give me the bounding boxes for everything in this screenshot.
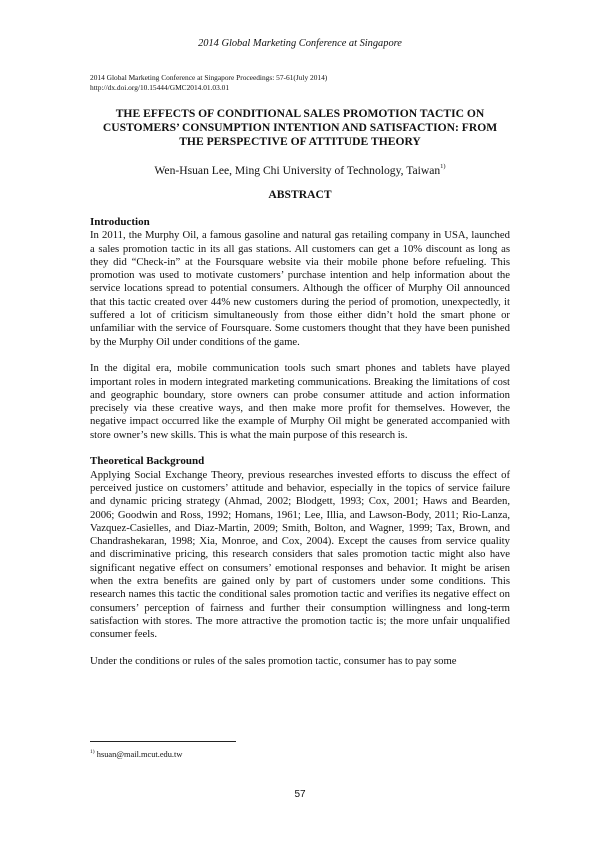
author-footnote-marker: 1) xyxy=(440,163,446,170)
author-line xyxy=(90,163,510,177)
page-number: 57 xyxy=(294,789,306,800)
section-introduction xyxy=(90,216,510,442)
paragraph: Applying Social Exchange Theory, previous researches invested efforts to discuss the effect of perceived justice on customers’ attitude and behavior, especially in the topics of service failure and dynamic pricing strategy (Ahmad, 2002; Blodgett, 1993; Cox, 2001; Haws and Bearden, 2006; Goodwin and Ross, 1992; Homans, 1961; Lee, Illia, and Lawson-Body, 2011; Rio-Lanza, Vazquez-Casielles, and Diaz-Martin, 2009; Smith, Bolton, and Wagner, 1999; Tax, Brown, and Chandrashekaran, 1998; Xia, Monroe, and Cox, 2004). Except the causes from service quality and discriminative pricing, this research considers that sales promotion tactic might also have significant negative effect on consumers’ emotional responses and behavior. It might be arisen when the extra benefits are gained only by part of customers under some conditions. This research names this tactic the conditional sales promotion tactic and verifies its negative effect on consumers’ perception of fairness and further their consumption willingness and long-term satisfaction with stores. The more attractive the promotion tactic is; the more unfair unqualified consumer feels. xyxy=(90,468,510,641)
proceedings-citation: 2014 Global Marketing Conference at Singapore Proceedings: 57-61(July 2014) xyxy=(90,73,328,82)
paper-title: THE EFFECTS OF CONDITIONAL SALES PROMOTION TACTIC ON CUSTOMERS’ CONSUMPTION INTENTION AND SATISFACTION: FROM THE PERSPECTIVE OF ATTITUDE THEORY xyxy=(102,107,498,148)
section-heading: Theoretical Background xyxy=(90,455,205,468)
footnote-divider xyxy=(90,741,236,742)
paper-body xyxy=(90,216,510,681)
footnote-email[interactable]: hsuan@mail.mcut.edu.tw xyxy=(94,750,183,759)
paragraph: In 2011, the Murphy Oil, a famous gasoline and natural gas retailing company in USA, launched a sales promotion tactic in its all gas stations. All customers can get a 10% discount as long as they did “Check-in” at the Foursquare website via their mobile phone before refueling. This promotion was used to motivate customers’ purchase intention and help information about the service locations spread to potential consumers. Although the officer of Murphy Oil announced that this tactic created over 44% new customers during the period of promotion, unexpectedly, it suffered a lot of criticism simultaneously from those either didn’t hold the smart phone or unfamiliar with the service of Foursquare. Some customers thought that they have been punished by the Murphy Oil under conditions of the game. xyxy=(90,229,510,348)
paragraph: Under the conditions or rules of the sales promotion tactic, consumer has to pay some xyxy=(90,654,457,667)
footnote xyxy=(90,749,510,759)
footnote-marker: 1) xyxy=(90,749,95,755)
running-header: 2014 Global Marketing Conference at Singapore xyxy=(198,38,402,49)
paragraph: In the digital era, mobile communication tools such smart phones and tablets have played important roles in modern integrated marketing communications. Breaking the limitations of cost and geographic boundary, store owners can probe consumer attitude and action information precisely via these creative ways, and then make more profit for themselves. However, the negative impact occurred like the example of Murphy Oil might be generated accompanied with store owner’s new skills. This is what the main purpose of this research is. xyxy=(90,362,510,441)
abstract-heading: ABSTRACT xyxy=(268,188,332,201)
proceedings-info xyxy=(90,73,510,92)
section-theoretical-background xyxy=(90,455,510,668)
section-heading: Introduction xyxy=(90,216,150,228)
author-name: Wen-Hsuan Lee, Ming Chi University of Technology, Taiwan xyxy=(154,164,441,177)
doi-link[interactable]: http://dx.doi.org/10.15444/GMC2014.01.03.01 xyxy=(90,82,230,92)
